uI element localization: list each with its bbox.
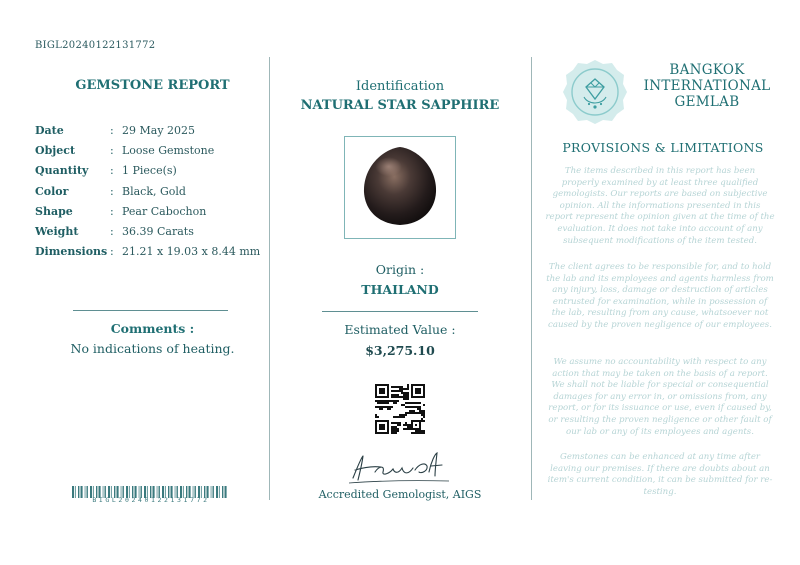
detail-row-color [35, 181, 260, 201]
details-table [35, 120, 260, 262]
estimated-value-amount: $3,275.10 [365, 343, 435, 358]
qr-code-icon [375, 384, 425, 434]
gemlab-seal-logo-icon [562, 59, 628, 125]
detail-colon: : [110, 123, 114, 137]
detail-row-shape [35, 201, 260, 221]
detail-value: 36.39 Carats [122, 225, 194, 239]
provision-paragraph: The client agrees to be responsible for, and to hold the lab and its employees and agents harmless from any injury, loss, damage or destruction of articles entrusted for examination, while in possession of the lab, resulting from any cause, whatsoever not caused by the proven negligence of our employees. [546, 262, 774, 330]
provision-paragraph: We assume no accountability with respect to any action that may be taken on the basis of a report. We shall not be liable for special or consequential damages for any error in, or omissions from, any report, or for its issuance or use, even if caused by, or resulting the proven negligence or other fault of our lab or any of its employees and agents. [548, 357, 772, 437]
lab-name-line-2: INTERNATIONAL [643, 78, 771, 94]
estimated-value-label: Estimated Value : [344, 322, 456, 337]
detail-row-dimensions [35, 242, 260, 262]
provisions-title: PROVISIONS & LIMITATIONS [562, 140, 764, 155]
origin-value: THAILAND [361, 282, 439, 297]
detail-value: 29 May 2025 [122, 123, 196, 137]
identification-label: Identification [355, 79, 445, 94]
detail-colon: : [110, 204, 114, 218]
detail-value: Loose Gemstone [122, 143, 215, 157]
lab-name [632, 62, 782, 110]
detail-row-object [35, 140, 260, 160]
left-column-divider [269, 57, 270, 500]
comments-title: Comments : [110, 321, 195, 336]
provision-paragraph: The items described in this report has been properly examined by at least three qualified gemologists. Our reports are based on subjective opinion. All the informations presented in this report represent the opinion given at the time of the evaluation. It does not take into account of any subsequent modifications of the item tested. [545, 166, 775, 246]
gemstone-photo-frame [344, 136, 456, 239]
detail-colon: : [110, 245, 114, 259]
comments-divider [73, 310, 228, 311]
identification-value: NATURAL STAR SAPPHIRE [300, 98, 500, 113]
report-id: BIGL20240122131772 [35, 40, 156, 51]
detail-value: Black, Gold [122, 184, 186, 198]
detail-colon: : [110, 164, 114, 178]
detail-label: Shape [35, 204, 73, 218]
origin-label: Origin : [375, 262, 425, 277]
detail-colon: : [110, 143, 114, 157]
detail-row-date [35, 120, 260, 140]
detail-row-weight [35, 221, 260, 241]
lab-name-line-1: BANGKOK [669, 62, 745, 78]
detail-colon: : [110, 184, 114, 198]
gemstone-image [345, 137, 455, 238]
gemologist-credit: Accredited Gemologist, AIGS [318, 488, 482, 501]
signature-image [345, 448, 455, 488]
detail-value: 21.21 x 19.03 x 8.44 mm [122, 245, 261, 259]
comments-text: No indications of heating. [70, 341, 235, 356]
barcode-digits: BIGL20240122131772 [92, 496, 210, 504]
detail-label: Weight [35, 225, 79, 239]
detail-label: Quantity [35, 164, 89, 178]
detail-label: Color [35, 184, 69, 198]
detail-value: Pear Cabochon [122, 204, 207, 218]
right-column-divider [531, 57, 532, 500]
detail-label: Date [35, 123, 64, 137]
provision-paragraph: Gemstones can be enhanced at any time after leaving our premises. If there are doubts about an item's current condition, it can be submitted for re-testing. [547, 452, 773, 497]
detail-label: Object [35, 143, 76, 157]
report-title: GEMSTONE REPORT [75, 78, 230, 93]
value-divider [322, 311, 478, 312]
detail-value: 1 Piece(s) [122, 164, 177, 178]
detail-row-quantity [35, 161, 260, 181]
detail-label: Dimensions [35, 245, 108, 259]
lab-name-line-3: GEMLAB [674, 94, 740, 110]
detail-colon: : [110, 225, 114, 239]
